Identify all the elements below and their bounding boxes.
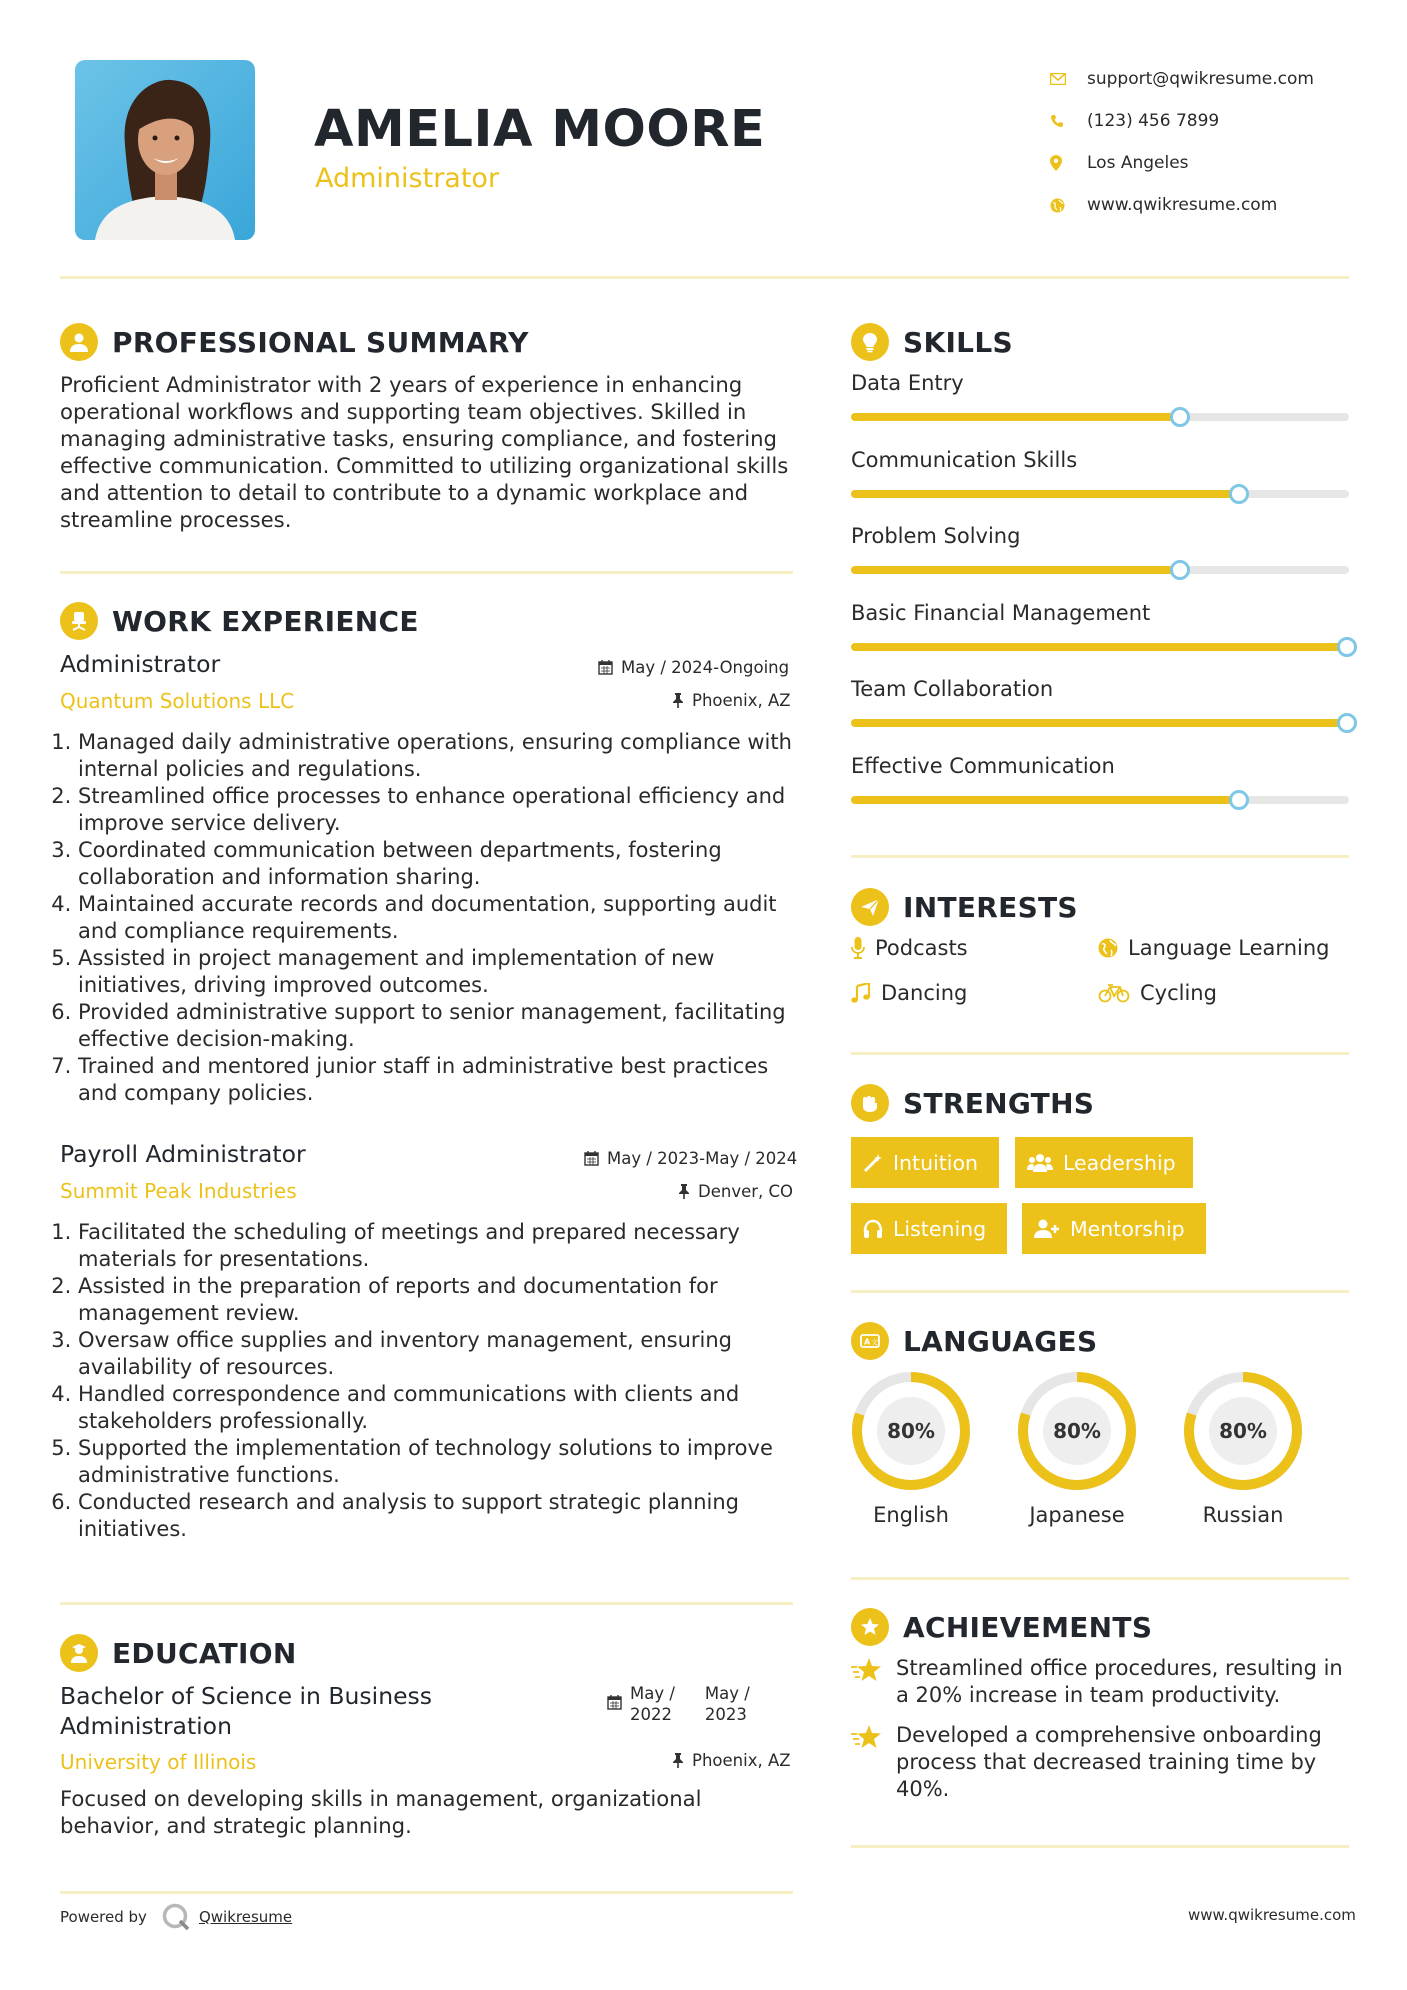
skill-bar-track (851, 643, 1349, 651)
skill-bar-track (851, 413, 1349, 421)
skills-section-header (851, 323, 1013, 361)
education-start-year: 2022 (630, 1705, 672, 1724)
strength-label: Leadership (1063, 1150, 1176, 1175)
skill-name: Effective Communication (851, 753, 1115, 778)
interest-item-podcasts (851, 936, 968, 960)
education-start-month: May / (630, 1684, 675, 1703)
language-percent: 80% (1219, 1419, 1267, 1443)
bicycle-icon (1098, 983, 1130, 1003)
education-text: Focused on developing skills in management, organizational behavior, and strategic planning. (60, 1786, 702, 1838)
list-item: 1. Facilitated the scheduling of meetings and prepared necessary materials for presentations. (78, 1219, 796, 1273)
degree-line: Administration (60, 1712, 232, 1740)
skill-bar-knob (1337, 713, 1357, 733)
language-name: Japanese (1029, 1503, 1125, 1527)
calendar-icon (584, 1151, 599, 1166)
experience-title: WORK EXPERIENCE (112, 604, 419, 638)
office-chair-icon (60, 602, 98, 640)
skill-bar-knob (1229, 484, 1249, 504)
paper-plane-icon (851, 888, 889, 926)
contact-email-text: support@qwikresume.com (1087, 69, 1314, 89)
interests-divider (851, 1052, 1349, 1055)
graduation-icon (60, 1634, 98, 1672)
interest-item-language-learning (1098, 936, 1329, 960)
strength-label: Listening (893, 1216, 987, 1241)
language-name: Russian (1202, 1503, 1284, 1527)
skill-item (851, 677, 1349, 733)
skill-bar-knob (1170, 407, 1190, 427)
music-note-icon (851, 983, 871, 1003)
degree-line: Bachelor of Science in Business (60, 1682, 433, 1710)
star-icon (851, 1722, 896, 1803)
contact-location (1050, 142, 1380, 184)
skill-bar-track (851, 796, 1349, 804)
skill-item (851, 371, 1349, 427)
location-icon (1050, 155, 1087, 171)
interests-title: INTERESTS (903, 890, 1078, 924)
interests-section-header (851, 888, 1078, 926)
list-item: 6. Provided administrative support to senior management, facilitating effective decision-making. (78, 999, 796, 1053)
job-location (672, 691, 791, 710)
fist-icon (851, 1084, 889, 1122)
interest-item-cycling (1098, 981, 1217, 1005)
achievement-text: Streamlined office procedures, resulting in a 20% increase in team productivity. (896, 1656, 1343, 1707)
job-date (598, 658, 789, 677)
skill-item (851, 524, 1349, 580)
language-item (1015, 1369, 1139, 1527)
language-icon (851, 1322, 889, 1360)
skill-name: Team Collaboration (851, 677, 1054, 701)
skill-bar-fill (851, 643, 1349, 651)
users-icon (1027, 1153, 1053, 1173)
language-item (1181, 1369, 1305, 1527)
job-date (584, 1149, 797, 1168)
star-icon (851, 1655, 896, 1709)
star-badge-icon (851, 1608, 889, 1646)
calendar-icon (607, 1695, 622, 1710)
interest-item-dancing (851, 981, 967, 1005)
contact-phone[interactable] (1050, 100, 1380, 142)
education-end-year: 2023 (704, 1705, 747, 1724)
skill-bar-track (851, 490, 1349, 498)
phone-icon (1050, 114, 1087, 128)
experience-section-header (60, 602, 419, 640)
school-name: University of Illinois (60, 1750, 257, 1774)
interest-label: Podcasts (875, 936, 968, 960)
education-location-text: Phoenix, AZ (692, 1751, 791, 1770)
lightbulb-icon (851, 323, 889, 361)
achievement-item (851, 1655, 1351, 1709)
skill-bar-track (851, 719, 1349, 727)
list-item: 2. Streamlined office processes to enhance operational efficiency and improve service delivery. (78, 783, 796, 837)
magic-wand-icon (863, 1153, 883, 1173)
strength-tag-intuition (851, 1137, 999, 1188)
job-bullets (60, 729, 796, 1107)
strength-label: Mentorship (1070, 1216, 1185, 1241)
list-item: 5. Assisted in project management and implementation of new initiatives, driving improved outcomes. (78, 945, 796, 999)
candidate-role: Administrator (315, 163, 500, 194)
list-item: 7. Trained and mentored junior staff in administrative best practices and company policies. (78, 1053, 796, 1107)
achievement-item (851, 1722, 1351, 1803)
strength-label: Intuition (893, 1150, 979, 1175)
achievements-section-header (851, 1608, 1152, 1646)
qwikresume-logo-icon (161, 1902, 191, 1932)
list-item: 3. Oversaw office supplies and inventory management, ensuring availability of resources. (78, 1327, 796, 1381)
pin-icon (672, 1753, 684, 1768)
contact-phone-text: (123) 456 7899 (1087, 111, 1220, 131)
strengths-title: STRENGTHS (903, 1086, 1095, 1120)
skill-name: Problem Solving (851, 524, 1021, 548)
user-icon (60, 323, 98, 361)
profile-photo (75, 60, 255, 240)
skills-title: SKILLS (903, 325, 1013, 359)
interest-label: Cycling (1140, 981, 1217, 1005)
strength-tag-mentorship (1022, 1203, 1206, 1254)
skill-bar-fill (851, 796, 1239, 804)
skill-name: Data Entry (851, 371, 964, 395)
skill-bar-track (851, 566, 1349, 574)
job-date-text: May / 2024-Ongoing (621, 658, 790, 677)
globe-icon (1098, 938, 1118, 958)
job-company: Summit Peak Industries (60, 1179, 297, 1203)
globe-icon (1050, 198, 1087, 213)
interest-label: Language Learning (1128, 936, 1330, 960)
contact-website-text: www.qwikresume.com (1087, 195, 1278, 215)
contact-location-text: Los Angeles (1087, 153, 1189, 173)
degree-title (60, 1681, 432, 1741)
header-divider (60, 276, 1349, 279)
contact-website[interactable] (1050, 184, 1380, 226)
summary-divider (60, 571, 793, 574)
language-percent: 80% (1053, 1419, 1101, 1443)
skill-name: Communication Skills (851, 447, 1078, 472)
achievement-text: Developed a comprehensive onboarding process that decreased training time by 40%. (896, 1723, 1322, 1801)
candidate-name: AMELIA MOORE (314, 100, 766, 159)
education-date (607, 1683, 750, 1725)
skill-bar-knob (1170, 560, 1190, 580)
language-name: English (873, 1503, 949, 1527)
strength-tag-leadership (1015, 1137, 1193, 1188)
education-section-header (60, 1634, 297, 1672)
list-item: 3. Coordinated communication between departments, fostering collaboration and information sharing. (78, 837, 796, 891)
language-item (849, 1369, 973, 1527)
skill-bar-fill (851, 719, 1349, 727)
strengths-section-header (851, 1084, 1094, 1122)
headphones-icon (863, 1219, 883, 1239)
pin-icon (678, 1184, 690, 1199)
education-end-month: May / (704, 1684, 750, 1703)
user-plus-icon (1034, 1219, 1060, 1239)
svg-text:A: A (864, 1337, 871, 1347)
strengths-divider (851, 1290, 1349, 1293)
achievements-divider (851, 1845, 1349, 1848)
list-item: 2. Assisted in the preparation of reports and documentation for management review. (78, 1273, 796, 1327)
interest-label: Dancing (881, 981, 968, 1005)
languages-section-header (851, 1322, 1097, 1360)
skill-item (851, 601, 1349, 657)
skills-divider (851, 855, 1349, 858)
email-icon (1050, 73, 1087, 85)
skill-bar-fill (851, 566, 1180, 574)
list-item: 5. Supported the implementation of technology solutions to improve administrative functions. (78, 1435, 796, 1489)
skill-bar-fill (851, 490, 1239, 498)
job-date-text: May / 2023-May / 2024 (607, 1149, 798, 1168)
job-location (678, 1182, 793, 1201)
skill-item (851, 448, 1349, 504)
footer-url[interactable]: www.qwikresume.com (1188, 1906, 1356, 1924)
list-item: 4. Handled correspondence and communications with clients and stakeholders professionally. (78, 1381, 796, 1435)
footer-powered-by (60, 1902, 292, 1932)
education-title: EDUCATION (112, 1636, 297, 1670)
list-item: 1. Managed daily administrative operations, ensuring compliance with internal policies and regulations. (78, 729, 796, 783)
languages-title: LANGUAGES (903, 1324, 1098, 1358)
list-item: 4. Maintained accurate records and documentation, supporting audit and compliance requirements. (78, 891, 796, 945)
summary-title: PROFESSIONAL SUMMARY (112, 325, 529, 359)
job-location-text: Phoenix, AZ (692, 691, 791, 710)
summary-section-header (60, 323, 529, 361)
skill-bar-knob (1337, 637, 1357, 657)
job-company: Quantum Solutions LLC (60, 689, 295, 713)
strength-tag-listening (851, 1203, 1007, 1254)
skill-name: Basic Financial Management (851, 600, 1151, 625)
contact-email[interactable] (1050, 58, 1380, 100)
skill-bar-fill (851, 413, 1180, 421)
job-title: Administrator (60, 650, 221, 678)
experience-divider (60, 1602, 793, 1605)
svg-text:文: 文 (871, 1338, 878, 1347)
powered-by-label: Powered by (60, 1908, 147, 1926)
qwikresume-link[interactable]: Qwikresume (198, 1908, 293, 1926)
job-bullets (60, 1219, 796, 1543)
education-location (672, 1751, 791, 1770)
job-location-text: Denver, CO (698, 1182, 794, 1201)
microphone-icon (851, 937, 865, 959)
summary-text: Proficient Administrator with 2 years of experience in enhancing operational workflows and supporting team objectives. Skilled in managing administrative tasks, ensuring compliance, and fostering effective communication. Committed to utilizing organizational skills and attention to detail to contribute to a dynamic workplace and streamline processes. (60, 372, 789, 532)
skill-bar-knob (1229, 790, 1249, 810)
languages-divider (851, 1577, 1349, 1580)
job-title: Payroll Administrator (60, 1140, 306, 1168)
pin-icon (672, 693, 684, 708)
achievements-title: ACHIEVEMENTS (903, 1610, 1153, 1644)
contact-list (1050, 58, 1380, 226)
language-percent: 80% (887, 1419, 935, 1443)
calendar-icon (598, 660, 613, 675)
skill-item (851, 754, 1349, 810)
education-divider (60, 1891, 793, 1894)
list-item: 6. Conducted research and analysis to support strategic planning initiatives. (78, 1489, 796, 1543)
